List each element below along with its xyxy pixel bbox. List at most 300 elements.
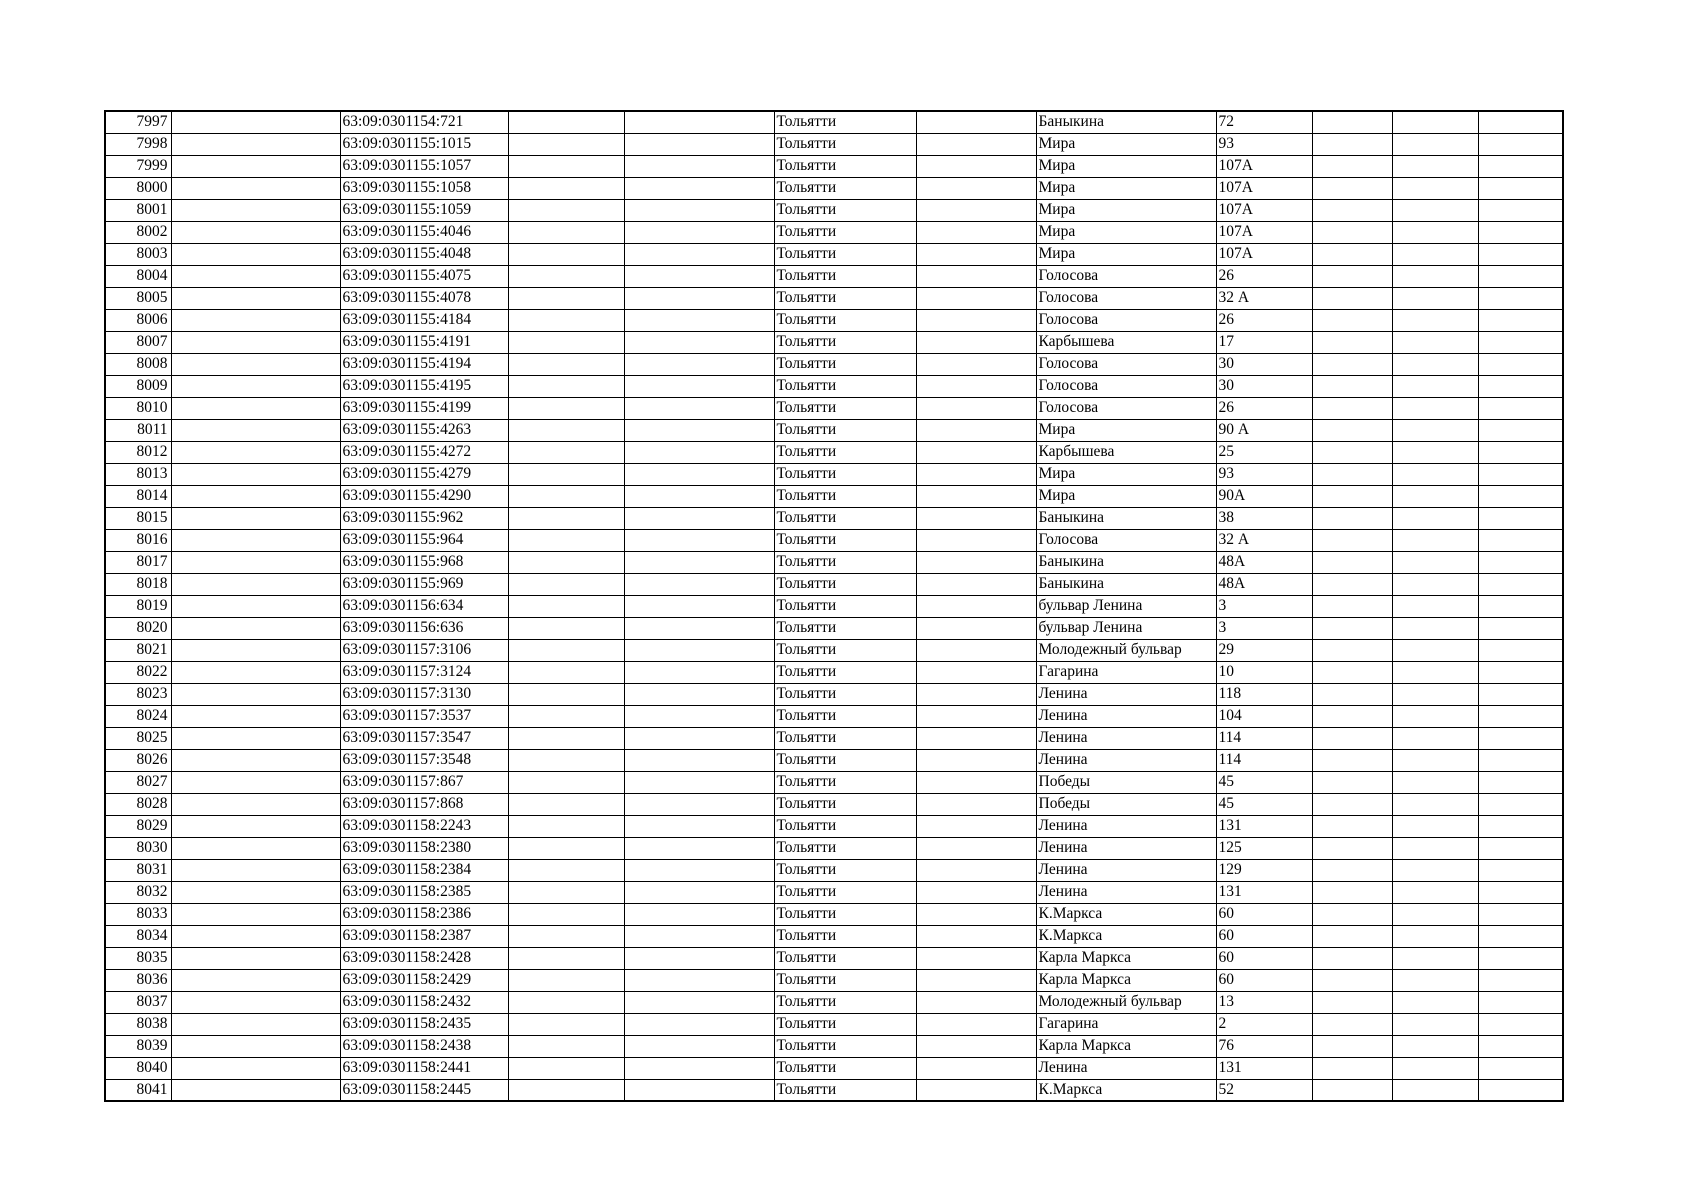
empty-cell [916, 705, 1036, 727]
empty-cell [916, 1013, 1036, 1035]
empty-cell [1478, 793, 1563, 815]
city-cell: Тольятти [774, 925, 916, 947]
empty-cell [1392, 705, 1478, 727]
empty-cell [1312, 837, 1392, 859]
empty-cell [1312, 859, 1392, 881]
row-number-cell: 8037 [105, 991, 171, 1013]
city-cell: Тольятти [774, 1013, 916, 1035]
empty-cell [1392, 969, 1478, 991]
empty-cell [1392, 947, 1478, 969]
empty-cell [1312, 133, 1392, 155]
empty-cell [624, 243, 774, 265]
empty-cell [916, 199, 1036, 221]
city-cell: Тольятти [774, 771, 916, 793]
empty-cell [1392, 353, 1478, 375]
empty-cell [1312, 595, 1392, 617]
city-cell: Тольятти [774, 661, 916, 683]
table-row [105, 573, 1563, 595]
row-number-cell: 8010 [105, 397, 171, 419]
empty-cell [916, 111, 1036, 133]
row-number-cell: 8040 [105, 1057, 171, 1079]
empty-cell [1392, 925, 1478, 947]
empty-cell [1392, 793, 1478, 815]
empty-cell [624, 617, 774, 639]
empty-cell [624, 551, 774, 573]
empty-cell [508, 199, 624, 221]
city-cell: Тольятти [774, 639, 916, 661]
empty-cell [1312, 683, 1392, 705]
empty-cell [171, 397, 340, 419]
table-row [105, 925, 1563, 947]
empty-cell [624, 969, 774, 991]
empty-cell [508, 441, 624, 463]
row-number-cell: 8023 [105, 683, 171, 705]
street-cell: Голосова [1036, 353, 1216, 375]
empty-cell [1478, 111, 1563, 133]
empty-cell [1478, 573, 1563, 595]
empty-cell [624, 155, 774, 177]
row-number-cell: 7999 [105, 155, 171, 177]
cadastral-number-cell: 63:09:0301157:3106 [340, 639, 508, 661]
empty-cell [1392, 749, 1478, 771]
empty-cell [624, 1079, 774, 1101]
city-cell: Тольятти [774, 881, 916, 903]
empty-cell [624, 771, 774, 793]
table-row [105, 991, 1563, 1013]
cadastral-number-cell: 63:09:0301155:4078 [340, 287, 508, 309]
row-number-cell: 8032 [105, 881, 171, 903]
cadastral-number-cell: 63:09:0301155:962 [340, 507, 508, 529]
empty-cell [1478, 331, 1563, 353]
cadastral-number-cell: 63:09:0301158:2384 [340, 859, 508, 881]
city-cell: Тольятти [774, 727, 916, 749]
empty-cell [508, 177, 624, 199]
table-row [105, 815, 1563, 837]
house-number-cell: 29 [1216, 639, 1312, 661]
empty-cell [1312, 1057, 1392, 1079]
empty-cell [171, 991, 340, 1013]
empty-cell [508, 221, 624, 243]
empty-cell [1312, 397, 1392, 419]
row-number-cell: 8024 [105, 705, 171, 727]
empty-cell [1478, 243, 1563, 265]
empty-cell [1392, 573, 1478, 595]
empty-cell [1392, 1079, 1478, 1101]
empty-cell [916, 881, 1036, 903]
cadastral-number-cell: 63:09:0301155:4272 [340, 441, 508, 463]
empty-cell [171, 529, 340, 551]
street-cell: Ленина [1036, 1057, 1216, 1079]
empty-cell [508, 463, 624, 485]
empty-cell [171, 815, 340, 837]
empty-cell [1478, 551, 1563, 573]
empty-cell [1478, 155, 1563, 177]
empty-cell [916, 375, 1036, 397]
row-number-cell: 8033 [105, 903, 171, 925]
row-number-cell: 8030 [105, 837, 171, 859]
empty-cell [508, 881, 624, 903]
cadastral-number-cell: 63:09:0301158:2387 [340, 925, 508, 947]
empty-cell [171, 287, 340, 309]
table-row [105, 419, 1563, 441]
table-row [105, 375, 1563, 397]
empty-cell [171, 309, 340, 331]
city-cell: Тольятти [774, 265, 916, 287]
table-row [105, 221, 1563, 243]
empty-cell [624, 683, 774, 705]
empty-cell [171, 353, 340, 375]
empty-cell [624, 287, 774, 309]
empty-cell [171, 793, 340, 815]
row-number-cell: 8021 [105, 639, 171, 661]
city-cell: Тольятти [774, 1035, 916, 1057]
cadastral-number-cell: 63:09:0301158:2445 [340, 1079, 508, 1101]
row-number-cell: 8012 [105, 441, 171, 463]
table-row [105, 199, 1563, 221]
house-number-cell: 38 [1216, 507, 1312, 529]
table-row [105, 551, 1563, 573]
cadastral-number-cell: 63:09:0301157:868 [340, 793, 508, 815]
street-cell: Мира [1036, 199, 1216, 221]
cadastral-number-cell: 63:09:0301157:3547 [340, 727, 508, 749]
empty-cell [916, 441, 1036, 463]
table-row [105, 463, 1563, 485]
empty-cell [171, 507, 340, 529]
empty-cell [1392, 133, 1478, 155]
empty-cell [508, 903, 624, 925]
empty-cell [171, 331, 340, 353]
empty-cell [508, 1057, 624, 1079]
table-row [105, 1013, 1563, 1035]
street-cell: Голосова [1036, 397, 1216, 419]
table-row [105, 837, 1563, 859]
empty-cell [1312, 749, 1392, 771]
house-number-cell: 3 [1216, 617, 1312, 639]
table-row [105, 793, 1563, 815]
table-row [105, 969, 1563, 991]
cadastral-number-cell: 63:09:0301155:1057 [340, 155, 508, 177]
empty-cell [1312, 309, 1392, 331]
street-cell: Победы [1036, 793, 1216, 815]
street-cell: К.Маркса [1036, 903, 1216, 925]
table-row [105, 1057, 1563, 1079]
house-number-cell: 107А [1216, 221, 1312, 243]
empty-cell [1478, 705, 1563, 727]
empty-cell [1312, 155, 1392, 177]
cadastral-number-cell: 63:09:0301155:4199 [340, 397, 508, 419]
house-number-cell: 30 [1216, 375, 1312, 397]
empty-cell [171, 903, 340, 925]
empty-cell [1392, 507, 1478, 529]
empty-cell [171, 441, 340, 463]
city-cell: Тольятти [774, 331, 916, 353]
house-number-cell: 60 [1216, 947, 1312, 969]
empty-cell [508, 353, 624, 375]
empty-cell [1392, 397, 1478, 419]
row-number-cell: 8029 [105, 815, 171, 837]
empty-cell [1392, 155, 1478, 177]
empty-cell [624, 749, 774, 771]
empty-cell [1478, 1035, 1563, 1057]
empty-cell [1392, 265, 1478, 287]
empty-cell [1312, 815, 1392, 837]
empty-cell [1478, 969, 1563, 991]
empty-cell [508, 771, 624, 793]
empty-cell [508, 155, 624, 177]
street-cell: Ленина [1036, 859, 1216, 881]
empty-cell [1392, 177, 1478, 199]
row-number-cell: 8003 [105, 243, 171, 265]
empty-cell [624, 419, 774, 441]
empty-cell [1312, 881, 1392, 903]
empty-cell [1312, 331, 1392, 353]
city-cell: Тольятти [774, 595, 916, 617]
empty-cell [171, 1057, 340, 1079]
city-cell: Тольятти [774, 221, 916, 243]
table-row [105, 771, 1563, 793]
empty-cell [1392, 727, 1478, 749]
house-number-cell: 90А [1216, 485, 1312, 507]
empty-cell [916, 397, 1036, 419]
house-number-cell: 60 [1216, 969, 1312, 991]
empty-cell [171, 375, 340, 397]
registry-table [104, 110, 1564, 1102]
street-cell: Гагарина [1036, 661, 1216, 683]
house-number-cell: 32 А [1216, 287, 1312, 309]
empty-cell [508, 573, 624, 595]
empty-cell [1392, 551, 1478, 573]
empty-cell [916, 177, 1036, 199]
cadastral-number-cell: 63:09:0301155:968 [340, 551, 508, 573]
empty-cell [508, 1035, 624, 1057]
empty-cell [916, 573, 1036, 595]
empty-cell [1478, 1013, 1563, 1035]
empty-cell [1392, 1035, 1478, 1057]
row-number-cell: 8026 [105, 749, 171, 771]
street-cell: Голосова [1036, 375, 1216, 397]
empty-cell [1312, 463, 1392, 485]
table-row [105, 441, 1563, 463]
empty-cell [508, 243, 624, 265]
table-row [105, 617, 1563, 639]
city-cell: Тольятти [774, 155, 916, 177]
empty-cell [1478, 815, 1563, 837]
city-cell: Тольятти [774, 133, 916, 155]
empty-cell [1312, 617, 1392, 639]
empty-cell [1478, 881, 1563, 903]
empty-cell [508, 683, 624, 705]
empty-cell [508, 947, 624, 969]
empty-cell [916, 771, 1036, 793]
city-cell: Тольятти [774, 419, 916, 441]
house-number-cell: 26 [1216, 309, 1312, 331]
empty-cell [1478, 749, 1563, 771]
table-row [105, 595, 1563, 617]
row-number-cell: 8007 [105, 331, 171, 353]
empty-cell [916, 947, 1036, 969]
row-number-cell: 8011 [105, 419, 171, 441]
city-cell: Тольятти [774, 815, 916, 837]
table-row [105, 507, 1563, 529]
cadastral-number-cell: 63:09:0301155:1015 [340, 133, 508, 155]
house-number-cell: 93 [1216, 133, 1312, 155]
house-number-cell: 10 [1216, 661, 1312, 683]
row-number-cell: 7998 [105, 133, 171, 155]
empty-cell [1478, 859, 1563, 881]
empty-cell [1478, 639, 1563, 661]
empty-cell [624, 485, 774, 507]
empty-cell [171, 947, 340, 969]
empty-cell [1392, 441, 1478, 463]
empty-cell [624, 375, 774, 397]
empty-cell [1478, 265, 1563, 287]
cadastral-number-cell: 63:09:0301158:2438 [340, 1035, 508, 1057]
city-cell: Тольятти [774, 507, 916, 529]
street-cell: Голосова [1036, 265, 1216, 287]
house-number-cell: 131 [1216, 881, 1312, 903]
empty-cell [1392, 661, 1478, 683]
empty-cell [916, 529, 1036, 551]
table-row [105, 287, 1563, 309]
empty-cell [916, 617, 1036, 639]
empty-cell [916, 595, 1036, 617]
empty-cell [624, 133, 774, 155]
row-number-cell: 8014 [105, 485, 171, 507]
empty-cell [624, 991, 774, 1013]
cadastral-number-cell: 63:09:0301156:634 [340, 595, 508, 617]
empty-cell [916, 903, 1036, 925]
street-cell: Карбышева [1036, 441, 1216, 463]
empty-cell [624, 573, 774, 595]
empty-cell [508, 265, 624, 287]
empty-cell [1312, 1079, 1392, 1101]
empty-cell [916, 485, 1036, 507]
empty-cell [171, 243, 340, 265]
row-number-cell: 8008 [105, 353, 171, 375]
row-number-cell: 8027 [105, 771, 171, 793]
empty-cell [1392, 1013, 1478, 1035]
cadastral-number-cell: 63:09:0301155:4290 [340, 485, 508, 507]
empty-cell [916, 683, 1036, 705]
house-number-cell: 17 [1216, 331, 1312, 353]
street-cell: Баныкина [1036, 551, 1216, 573]
street-cell: бульвар Ленина [1036, 617, 1216, 639]
empty-cell [1312, 573, 1392, 595]
house-number-cell: 48А [1216, 551, 1312, 573]
empty-cell [508, 111, 624, 133]
empty-cell [1392, 243, 1478, 265]
empty-cell [1392, 991, 1478, 1013]
city-cell: Тольятти [774, 903, 916, 925]
empty-cell [624, 925, 774, 947]
empty-cell [916, 243, 1036, 265]
city-cell: Тольятти [774, 111, 916, 133]
cadastral-number-cell: 63:09:0301155:4263 [340, 419, 508, 441]
house-number-cell: 2 [1216, 1013, 1312, 1035]
empty-cell [916, 309, 1036, 331]
table-row [105, 133, 1563, 155]
empty-cell [1392, 419, 1478, 441]
table-row [105, 155, 1563, 177]
empty-cell [1392, 881, 1478, 903]
city-cell: Тольятти [774, 859, 916, 881]
empty-cell [1478, 397, 1563, 419]
empty-cell [171, 199, 340, 221]
empty-cell [1392, 771, 1478, 793]
empty-cell [508, 837, 624, 859]
empty-cell [624, 111, 774, 133]
street-cell: Гагарина [1036, 1013, 1216, 1035]
empty-cell [1478, 771, 1563, 793]
house-number-cell: 60 [1216, 903, 1312, 925]
table-row [105, 529, 1563, 551]
street-cell: Мира [1036, 463, 1216, 485]
empty-cell [1312, 419, 1392, 441]
empty-cell [508, 1079, 624, 1101]
registry-body [105, 111, 1563, 1101]
empty-cell [171, 1035, 340, 1057]
empty-cell [1392, 639, 1478, 661]
street-cell: Голосова [1036, 287, 1216, 309]
empty-cell [624, 353, 774, 375]
row-number-cell: 8015 [105, 507, 171, 529]
empty-cell [1312, 507, 1392, 529]
cadastral-number-cell: 63:09:0301157:3130 [340, 683, 508, 705]
empty-cell [916, 1057, 1036, 1079]
cadastral-number-cell: 63:09:0301155:4195 [340, 375, 508, 397]
street-cell: Голосова [1036, 309, 1216, 331]
empty-cell [1478, 1057, 1563, 1079]
city-cell: Тольятти [774, 705, 916, 727]
empty-cell [171, 265, 340, 287]
empty-cell [508, 639, 624, 661]
empty-cell [624, 727, 774, 749]
row-number-cell: 8038 [105, 1013, 171, 1035]
table-row [105, 947, 1563, 969]
row-number-cell: 8006 [105, 309, 171, 331]
empty-cell [171, 133, 340, 155]
table-row [105, 661, 1563, 683]
city-cell: Тольятти [774, 485, 916, 507]
empty-cell [1312, 551, 1392, 573]
empty-cell [916, 133, 1036, 155]
house-number-cell: 114 [1216, 749, 1312, 771]
empty-cell [1312, 661, 1392, 683]
row-number-cell: 8004 [105, 265, 171, 287]
city-cell: Тольятти [774, 969, 916, 991]
city-cell: Тольятти [774, 793, 916, 815]
street-cell: Ленина [1036, 837, 1216, 859]
empty-cell [624, 881, 774, 903]
empty-cell [1392, 595, 1478, 617]
cadastral-number-cell: 63:09:0301157:3548 [340, 749, 508, 771]
empty-cell [1312, 375, 1392, 397]
row-number-cell: 8019 [105, 595, 171, 617]
empty-cell [1478, 1079, 1563, 1101]
cadastral-number-cell: 63:09:0301155:4279 [340, 463, 508, 485]
city-cell: Тольятти [774, 991, 916, 1013]
cadastral-number-cell: 63:09:0301155:4184 [340, 309, 508, 331]
house-number-cell: 26 [1216, 265, 1312, 287]
empty-cell [1478, 133, 1563, 155]
house-number-cell: 114 [1216, 727, 1312, 749]
empty-cell [171, 419, 340, 441]
cadastral-number-cell: 63:09:0301158:2429 [340, 969, 508, 991]
empty-cell [916, 221, 1036, 243]
empty-cell [624, 463, 774, 485]
street-cell: К.Маркса [1036, 925, 1216, 947]
empty-cell [171, 551, 340, 573]
